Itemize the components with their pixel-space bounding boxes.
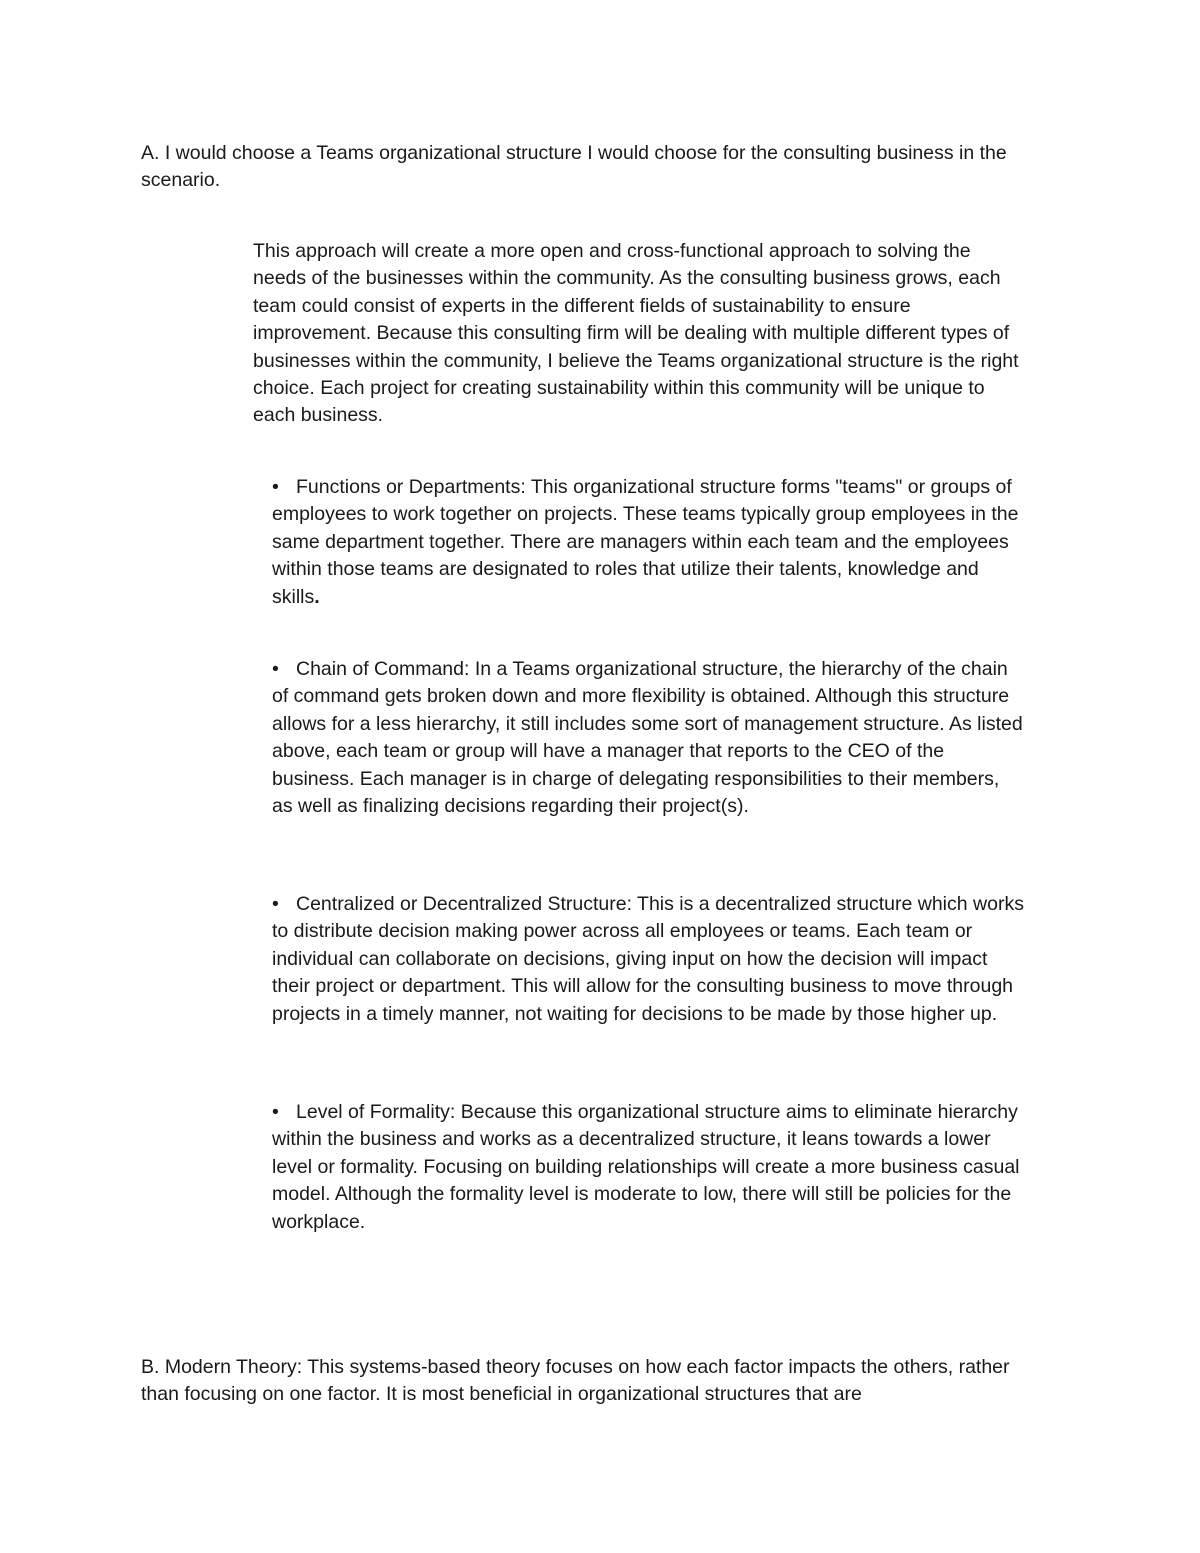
bullet-text: Functions or Departments: This organizational structure forms "teams" or groups of employees to work together on projects. These teams typically group employees in the same department together. There are managers within each team and the employees within those teams are designated to roles that utilize their talents, knowledge and skills [272,476,1019,608]
bullet-tail: . [314,585,320,608]
bullet-text: Centralized or Decentralized Structure: This is a decentralized structure which works to distribute decision making power across all employees or teams. Each team or individual can collaborate on decisions, giving input on how the decision will impact their project or department. This will allow for the consulting business to move through projects in a timely manner, not waiting for decisions to be made by those higher up. [272,893,1024,1025]
bullet-symbol: • [272,476,279,498]
bullet-functions-departments [272,474,1024,611]
bullet-chain-of-command [272,656,1024,820]
bullet-text: Chain of Command: In a Teams organizational structure, the hierarchy of the chain of command gets broken down and more flexibility is obtained. Although this structure allows for a less hierarchy, it still includes some sort of management structure. As listed above, each team or group will have a manager that reports to the CEO of the business. Each manager is in charge of delegating responsibilities to their members, as well as finalizing decisions regarding their project(s). [272,658,1023,818]
bullet-symbol: • [272,1101,279,1123]
bullet-level-of-formality [272,1099,1024,1236]
bullet-centralized-structure [272,891,1024,1028]
bullet-symbol: • [272,893,279,915]
section-b-paragraph: B. Modern Theory: This systems-based theory focuses on how each factor impacts the others, rather than focusing on one factor. It is most beneficial in organizational structures that are [141,1356,1010,1406]
section-a-heading: A. I would choose a Teams organizational structure I would choose for the consulting business in the scenario. [141,142,1007,192]
bullet-text: Level of Formality: Because this organizational structure aims to eliminate hierarchy within the business and works as a decentralized structure, it leans towards a lower level or formality. Focusing on building relationships will create a more business casual model. Although the formality level is moderate to low, there will still be policies for the workplace. [272,1101,1020,1233]
intro-paragraph: This approach will create a more open and cross-functional approach to solving the needs of the businesses within the community. As the consulting business grows, each team could consist of experts in the different fields of sustainability to ensure improvement. Because this consulting firm will be dealing with multiple different types of businesses within the community, I believe the Teams organizational structure is the right choice. Each project for creating sustainability within this community will be unique to each business. [253,240,1019,427]
bullet-symbol: • [272,658,279,680]
